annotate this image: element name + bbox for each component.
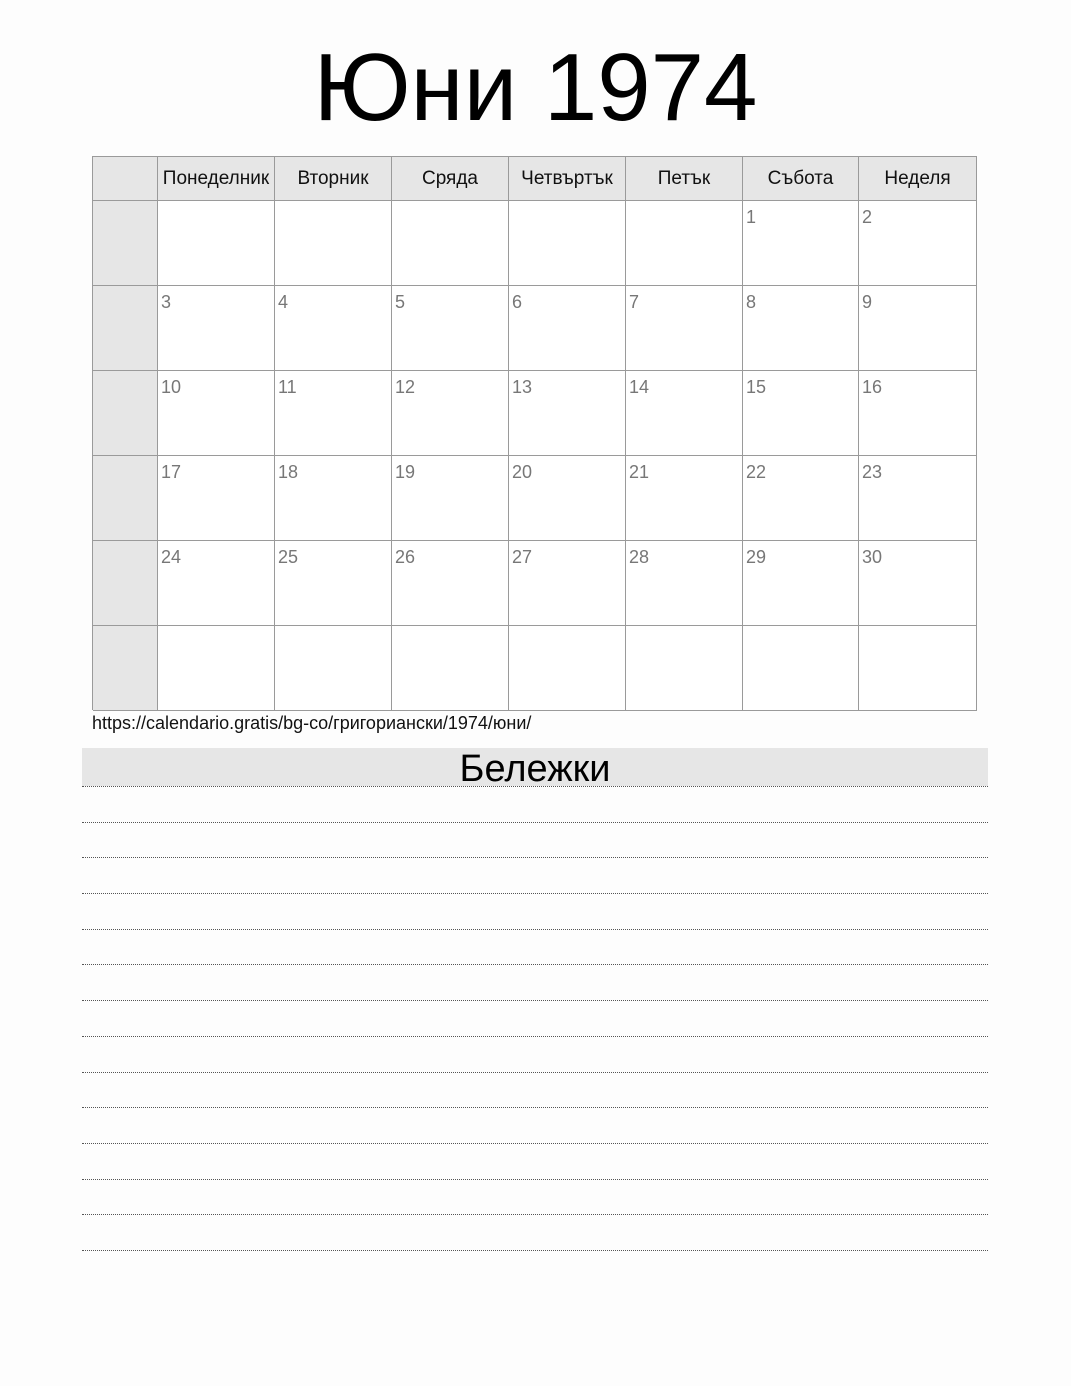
week-number-cell [93,201,158,286]
day-cell [859,286,977,371]
note-line [82,1214,988,1215]
note-line [82,1143,988,1144]
day-cell [392,456,509,541]
day-cell [743,286,859,371]
day-number: 1 [746,207,757,227]
day-cell [626,541,743,626]
day-number: 6 [512,292,523,312]
calendar-grid [92,156,977,710]
day-number: 24 [161,547,182,567]
weekday-header: Сряда [392,157,509,201]
day-cell [275,201,392,286]
week-number-cell [93,286,158,371]
day-cell [275,371,392,456]
day-cell [626,371,743,456]
day-cell [743,456,859,541]
note-line [82,929,988,930]
day-number: 10 [161,377,182,397]
notes-title: Бележки [459,748,611,790]
calendar-title: Юни 1974 [313,34,758,141]
day-cell [509,626,626,711]
weekday-header: Вторник [275,157,392,201]
day-number: 2 [862,207,873,227]
day-number: 7 [629,292,640,312]
day-number: 20 [512,462,533,482]
day-number: 22 [746,462,767,482]
day-cell [743,371,859,456]
day-cell [509,371,626,456]
day-number: 29 [746,547,767,567]
day-cell [743,626,859,711]
day-cell [392,541,509,626]
note-line [82,893,988,894]
day-cell [626,201,743,286]
day-cell [392,371,509,456]
day-cell [626,626,743,711]
source-url[interactable]: https://calendario.gratis/bg-co/григориански/1974/юни/ [92,713,532,733]
week-number-cell [93,371,158,456]
note-line [82,1107,988,1108]
day-number: 26 [395,547,416,567]
day-cell [509,456,626,541]
day-number: 30 [862,547,883,567]
day-cell [392,201,509,286]
day-cell [859,371,977,456]
day-number: 12 [395,377,416,397]
day-number: 13 [512,377,533,397]
day-cell [859,456,977,541]
day-cell [743,201,859,286]
day-number: 21 [629,462,650,482]
day-number: 28 [629,547,650,567]
notes-header [82,748,988,790]
week-number-cell [93,541,158,626]
day-cell [158,626,275,711]
day-cell [743,541,859,626]
day-number: 16 [862,377,883,397]
day-cell [275,541,392,626]
day-cell [158,371,275,456]
day-number: 18 [278,462,299,482]
day-cell [392,626,509,711]
day-cell [626,456,743,541]
day-cell [158,201,275,286]
day-number: 4 [278,292,289,312]
day-cell [509,541,626,626]
day-number: 14 [629,377,650,397]
day-cell [275,286,392,371]
note-line [82,1250,988,1251]
day-cell [158,541,275,626]
note-line [82,964,988,965]
note-line [82,1072,988,1073]
day-number: 23 [862,462,883,482]
day-number: 3 [161,292,172,312]
weekday-header: Неделя [859,157,977,201]
day-cell [626,286,743,371]
day-number: 8 [746,292,757,312]
weekday-header: Четвъртък [509,157,626,201]
day-number: 25 [278,547,299,567]
note-line [82,1179,988,1180]
day-cell [275,456,392,541]
day-number: 27 [512,547,533,567]
day-number: 5 [395,292,406,312]
note-line [82,1000,988,1001]
day-cell [275,626,392,711]
weekday-header: Петък [626,157,743,201]
day-cell [158,286,275,371]
weekday-header: Събота [743,157,859,201]
day-cell [859,541,977,626]
week-number-cell [93,456,158,541]
week-number-header [93,157,158,201]
note-line [82,786,988,787]
day-number: 19 [395,462,416,482]
day-cell [158,456,275,541]
day-cell [859,201,977,286]
day-number: 9 [862,292,873,312]
weekday-header: Понеделник [158,157,275,201]
note-line [82,857,988,858]
day-number: 11 [278,377,297,397]
week-number-cell [93,626,158,711]
note-line [82,822,988,823]
day-cell [859,626,977,711]
day-cell [509,286,626,371]
day-cell [509,201,626,286]
note-line [82,1036,988,1037]
day-number: 17 [161,462,182,482]
day-number: 15 [746,377,767,397]
day-cell [392,286,509,371]
